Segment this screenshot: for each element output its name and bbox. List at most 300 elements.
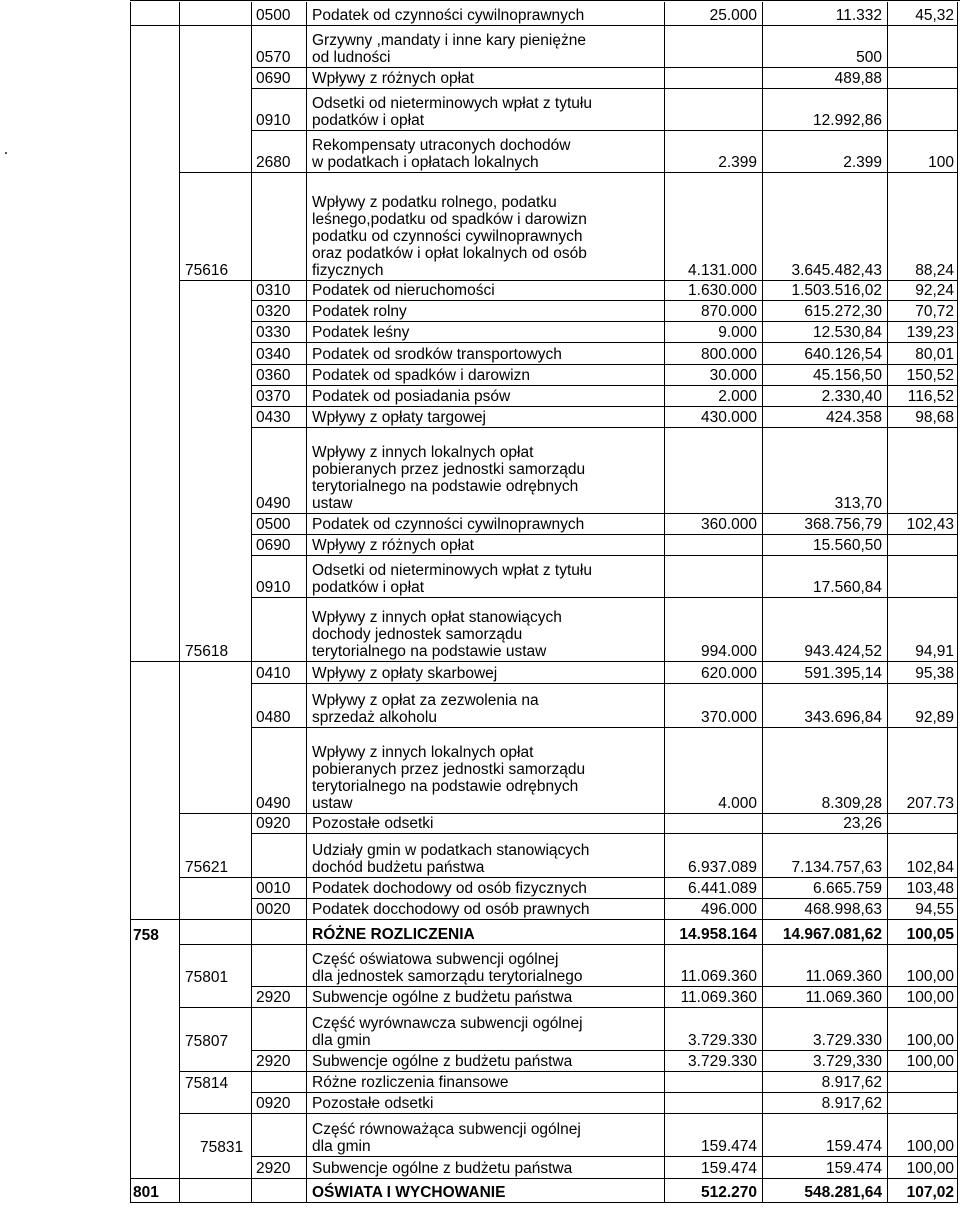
rozdzial-cell-text: 75814 (185, 1075, 229, 1092)
description-cell (307, 899, 665, 920)
paragraf-cell-text: 0410 (256, 665, 291, 682)
paragraf-cell-text: 0320 (256, 303, 291, 320)
plan-cell (665, 1093, 763, 1114)
rozdzial-cell-text: 75807 (185, 1033, 229, 1050)
description-cell-text: OŚWIATA I WYCHOWANIE (312, 1184, 506, 1201)
table-row (0, 365, 960, 386)
wykonanie-cell-text: 468.998,63 (804, 901, 882, 918)
plan-cell-text: 3.729.330 (688, 1032, 757, 1049)
plan-cell (665, 386, 763, 407)
description-cell-text: RÓŻNE ROZLICZENIA (312, 926, 475, 943)
paragraf-cell-text: 0690 (256, 537, 291, 554)
percent-cell-text: 100,05 (906, 926, 954, 943)
rozdzial-cell-text: 75618 (185, 643, 229, 660)
description-cell-text: Wpływy z opłaty targowej (312, 409, 487, 426)
rozdzial-cell (180, 1114, 252, 1157)
rozdzial-cell (180, 598, 252, 662)
plan-cell-text: 370.000 (700, 709, 757, 726)
plan-cell-text: 25.000 (709, 7, 757, 24)
wykonanie-cell (763, 878, 888, 899)
description-cell (307, 301, 665, 322)
description-cell (307, 1072, 665, 1093)
percent-cell (888, 428, 958, 514)
percent-cell (888, 598, 958, 662)
description-cell (307, 834, 665, 878)
table-top-border (130, 0, 960, 1)
rozdzial-cell (180, 920, 252, 945)
dzial-cell (130, 728, 180, 814)
paragraf-cell (252, 173, 307, 281)
plan-cell-text: 496.000 (700, 901, 757, 918)
plan-cell-text: 870.000 (700, 303, 757, 320)
plan-cell (665, 365, 763, 386)
wykonanie-cell (763, 89, 888, 131)
percent-cell (888, 173, 958, 281)
wykonanie-cell-text: 3.729,330 (813, 1053, 882, 1070)
percent-cell-text: 92,89 (915, 709, 954, 726)
dzial-cell (130, 1093, 180, 1114)
plan-cell-text: 30.000 (709, 367, 757, 384)
dzial-cell (130, 535, 180, 556)
dzial-cell (130, 407, 180, 428)
table-row (0, 514, 960, 535)
wykonanie-cell-text: 7.134.757,63 (791, 859, 882, 876)
description-cell-text: Pozostałe odsetki (312, 1095, 434, 1112)
wykonanie-cell (763, 514, 888, 535)
table-row (0, 945, 960, 987)
dzial-cell (130, 1157, 180, 1179)
dzial-cell (130, 68, 180, 89)
description-cell-text: Subwencje ogólne z budżetu państwa (312, 1160, 573, 1177)
wykonanie-cell (763, 1051, 888, 1072)
paragraf-cell (252, 814, 307, 834)
description-cell (307, 281, 665, 301)
paragraf-cell-text: 0910 (256, 112, 291, 129)
plan-cell-text: 14.958.164 (679, 926, 757, 943)
paragraf-cell (252, 26, 307, 68)
rozdzial-cell (180, 1157, 252, 1179)
percent-cell-text: 88,24 (915, 262, 954, 279)
percent-cell-text: 100,00 (906, 968, 954, 985)
dzial-cell (130, 1051, 180, 1072)
wykonanie-cell (763, 1157, 888, 1179)
table-row (0, 89, 960, 131)
percent-cell-text: 102,43 (906, 516, 954, 533)
wykonanie-cell (763, 535, 888, 556)
rozdzial-cell (180, 322, 252, 343)
plan-cell-text: 2.000 (718, 388, 757, 405)
description-cell-text: Część wyrównawcza subwencji ogólnej dla gmin (312, 1015, 583, 1049)
rozdzial-cell (180, 1051, 252, 1072)
wykonanie-cell-text: 343.696,84 (804, 709, 882, 726)
table-row (0, 301, 960, 322)
percent-cell-text: 100,00 (906, 1138, 954, 1155)
percent-cell-text: 100,00 (906, 1160, 954, 1177)
description-cell (307, 1008, 665, 1051)
plan-cell-text: 3.729.330 (688, 1053, 757, 1070)
percent-cell (888, 556, 958, 598)
rozdzial-cell (180, 662, 252, 684)
description-cell (307, 514, 665, 535)
percent-cell (888, 407, 958, 428)
percent-cell (888, 684, 958, 728)
paragraf-cell-text: 2920 (256, 1053, 291, 1070)
wykonanie-cell-text: 8.917,62 (821, 1095, 882, 1112)
wykonanie-cell-text: 15.560,50 (813, 537, 882, 554)
percent-cell (888, 899, 958, 920)
percent-cell (888, 1093, 958, 1114)
dzial-cell (130, 26, 180, 68)
percent-cell-text: 150,52 (906, 367, 954, 384)
table-row (0, 535, 960, 556)
dzial-cell (130, 281, 180, 301)
wykonanie-cell (763, 131, 888, 173)
table-row (0, 428, 960, 514)
table-row (0, 1093, 960, 1114)
description-cell-text: Podatek od spadków i darowizn (312, 367, 530, 384)
paragraf-cell (252, 834, 307, 878)
wykonanie-cell (763, 1179, 888, 1203)
percent-cell-text: 103,48 (906, 880, 954, 897)
wykonanie-cell-text: 3.645.482,43 (791, 262, 882, 279)
wykonanie-cell (763, 556, 888, 598)
description-cell (307, 1179, 665, 1203)
paragraf-cell-text: 0490 (256, 795, 291, 812)
plan-cell-text: 430.000 (700, 409, 757, 426)
plan-cell (665, 728, 763, 814)
rozdzial-cell (180, 173, 252, 281)
description-cell-text: Rekompensaty utraconych dochodów w podatkach i opłatach lokalnych (312, 137, 571, 171)
description-cell-text: Podatek od czynności cywilnoprawnych (312, 7, 585, 24)
percent-cell-text: 80,01 (915, 346, 954, 363)
dzial-cell (130, 1114, 180, 1157)
rozdzial-cell (180, 514, 252, 535)
percent-cell (888, 68, 958, 89)
description-cell-text: Wpływy z różnych opłat (312, 537, 474, 554)
description-cell (307, 89, 665, 131)
plan-cell (665, 407, 763, 428)
table-row (0, 1157, 960, 1179)
description-cell-text: Podatek docchodowy od osób prawnych (312, 901, 590, 918)
rozdzial-cell (180, 1179, 252, 1203)
description-cell-text: Wpływy z innych lokalnych opłat pobieranych przez jednostki samorządu terytorialnego na podstawie odrębnych ustaw (312, 444, 586, 512)
wykonanie-cell-text: 8.309,28 (821, 795, 882, 812)
paragraf-cell (252, 2, 307, 26)
table-row (0, 814, 960, 834)
wykonanie-cell (763, 1008, 888, 1051)
table-row (0, 386, 960, 407)
percent-cell (888, 1157, 958, 1179)
percent-cell (888, 662, 958, 684)
paragraf-cell-text: 0500 (256, 7, 291, 24)
table-row (0, 987, 960, 1008)
plan-cell-text: 6.937.089 (688, 859, 757, 876)
description-cell-text: Pozostałe odsetki (312, 815, 434, 832)
plan-cell-text: 4.000 (718, 795, 757, 812)
dzial-cell (130, 899, 180, 920)
plan-cell (665, 834, 763, 878)
percent-cell (888, 514, 958, 535)
percent-cell (888, 945, 958, 987)
paragraf-cell (252, 1179, 307, 1203)
table-row (0, 920, 960, 945)
plan-cell (665, 343, 763, 365)
paragraf-cell (252, 1093, 307, 1114)
table-row (0, 1051, 960, 1072)
description-cell (307, 173, 665, 281)
plan-cell (665, 301, 763, 322)
plan-cell-text: 159.474 (700, 1160, 757, 1177)
paragraf-cell (252, 1072, 307, 1093)
percent-cell-text: 100,00 (906, 989, 954, 1006)
dzial-cell (130, 514, 180, 535)
rozdzial-cell (180, 281, 252, 301)
dzial-cell (130, 598, 180, 662)
paragraf-cell (252, 920, 307, 945)
percent-cell (888, 343, 958, 365)
rozdzial-cell (180, 728, 252, 814)
plan-cell (665, 556, 763, 598)
rozdzial-cell (180, 1008, 252, 1051)
wykonanie-cell (763, 386, 888, 407)
wykonanie-cell-text: 1.503.516,02 (791, 282, 882, 299)
description-cell (307, 428, 665, 514)
plan-cell (665, 2, 763, 26)
wykonanie-cell (763, 428, 888, 514)
paragraf-cell (252, 343, 307, 365)
rozdzial-cell (180, 301, 252, 322)
wykonanie-cell (763, 407, 888, 428)
table-row (0, 1072, 960, 1093)
rozdzial-cell (180, 1072, 252, 1093)
wykonanie-cell-text: 23,26 (843, 815, 882, 832)
rozdzial-cell (180, 814, 252, 834)
paragraf-cell (252, 878, 307, 899)
paragraf-cell-text: 0490 (256, 495, 291, 512)
paragraf-cell-text: 0430 (256, 409, 291, 426)
paragraf-cell (252, 322, 307, 343)
dzial-cell (130, 1008, 180, 1051)
description-cell-text: Wpływy z opłat za zezwolenia na sprzedaż alkoholu (312, 692, 539, 726)
paragraf-cell-text: 0480 (256, 709, 291, 726)
description-cell (307, 987, 665, 1008)
dzial-cell (130, 834, 180, 878)
rozdzial-cell-text: 75801 (185, 969, 229, 986)
description-cell-text: Grzywny ,mandaty i inne kary pieniężne od ludności (312, 32, 586, 66)
plan-cell (665, 68, 763, 89)
percent-cell-text: 102,84 (906, 859, 954, 876)
description-cell-text: Podatek dochodowy od osób fizycznych (312, 880, 587, 897)
table-row (0, 1114, 960, 1157)
plan-cell-text: 159.474 (700, 1138, 757, 1155)
table-row (0, 598, 960, 662)
plan-cell (665, 945, 763, 987)
rozdzial-cell (180, 535, 252, 556)
table-row (0, 556, 960, 598)
description-cell (307, 2, 665, 26)
table-row (0, 834, 960, 878)
plan-cell (665, 1051, 763, 1072)
description-cell-text: Subwencje ogólne z budżetu państwa (312, 1053, 573, 1070)
wykonanie-cell (763, 322, 888, 343)
rozdzial-cell (180, 899, 252, 920)
description-cell (307, 131, 665, 173)
rozdzial-cell (180, 945, 252, 987)
description-cell-text: Różne rozliczenia finansowe (312, 1074, 509, 1091)
plan-cell (665, 89, 763, 131)
rozdzial-cell (180, 343, 252, 365)
paragraf-cell-text: 0690 (256, 70, 291, 87)
wykonanie-cell (763, 598, 888, 662)
plan-cell (665, 514, 763, 535)
plan-cell-text: 994.000 (700, 643, 757, 660)
percent-cell (888, 987, 958, 1008)
description-cell (307, 556, 665, 598)
paragraf-cell (252, 1008, 307, 1051)
wykonanie-cell (763, 834, 888, 878)
table-row (0, 2, 960, 26)
percent-cell-text: 98,68 (915, 409, 954, 426)
description-cell (307, 814, 665, 834)
paragraf-cell (252, 1051, 307, 1072)
description-cell-text: Wpływy z podatku rolnego, podatku leśnego,podatku od spadków i darowizn podatku od czynności cywilnoprawnych oraz podatków i opłat lokalnych od osób fizycznych (312, 194, 587, 279)
table-row (0, 26, 960, 68)
paragraf-cell (252, 556, 307, 598)
description-cell (307, 322, 665, 343)
wykonanie-cell (763, 343, 888, 365)
paragraf-cell (252, 1114, 307, 1157)
wykonanie-cell-text: 548.281,64 (804, 1184, 882, 1201)
percent-cell-text: 45,32 (915, 7, 954, 24)
description-cell-text: Odsetki od nieterminowych wpłat z tytułu podatków i opłat (312, 562, 592, 596)
dzial-cell-text: 801 (133, 1184, 159, 1201)
description-cell (307, 68, 665, 89)
paragraf-cell-text: 0010 (256, 880, 291, 897)
description-cell-text: Odsetki od nieterminowych wpłat z tytułu podatków i opłat (312, 95, 592, 129)
rozdzial-cell-text: 75831 (200, 1139, 244, 1156)
description-cell-text: Podatek leśny (312, 324, 410, 341)
dzial-cell (130, 301, 180, 322)
description-cell (307, 407, 665, 428)
wykonanie-cell (763, 1114, 888, 1157)
description-cell-text: Podatek od czynności cywilnoprawnych (312, 516, 585, 533)
wykonanie-cell-text: 12.992,86 (813, 112, 882, 129)
paragraf-cell-text: 0570 (256, 49, 291, 66)
paragraf-cell-text: 0500 (256, 516, 291, 533)
plan-cell (665, 281, 763, 301)
percent-cell (888, 834, 958, 878)
rozdzial-cell (180, 386, 252, 407)
wykonanie-cell (763, 684, 888, 728)
dzial-cell (130, 684, 180, 728)
percent-cell (888, 386, 958, 407)
plan-cell-text: 512.270 (700, 1184, 757, 1201)
paragraf-cell-text: 0340 (256, 346, 291, 363)
plan-cell-text: 360.000 (700, 516, 757, 533)
wykonanie-cell (763, 945, 888, 987)
paragraf-cell-text: 2920 (256, 1160, 291, 1177)
paragraf-cell (252, 365, 307, 386)
table-row (0, 684, 960, 728)
percent-cell-text: 94,91 (915, 643, 954, 660)
wykonanie-cell (763, 728, 888, 814)
dzial-cell (130, 1179, 180, 1203)
table-row (0, 343, 960, 365)
description-cell (307, 535, 665, 556)
paragraf-cell (252, 407, 307, 428)
wykonanie-cell-text: 591.395,14 (804, 665, 882, 682)
paragraf-cell-text: 0020 (256, 901, 291, 918)
paragraf-cell (252, 131, 307, 173)
dzial-cell (130, 662, 180, 684)
description-cell (307, 26, 665, 68)
dzial-cell (130, 365, 180, 386)
description-cell-text: Wpływy z opłaty skarbowej (312, 665, 498, 682)
percent-cell (888, 920, 958, 945)
paragraf-cell-text: 0360 (256, 367, 291, 384)
paragraf-cell (252, 535, 307, 556)
paragraf-cell (252, 386, 307, 407)
paragraf-cell (252, 89, 307, 131)
dzial-cell (130, 556, 180, 598)
dzial-cell (130, 386, 180, 407)
rozdzial-cell (180, 365, 252, 386)
percent-cell (888, 26, 958, 68)
description-cell (307, 920, 665, 945)
wykonanie-cell-text: 3.729.330 (813, 1032, 882, 1049)
dzial-cell (130, 920, 180, 945)
table-row (0, 728, 960, 814)
paragraf-cell-text: 0330 (256, 324, 291, 341)
plan-cell-text: 9.000 (718, 324, 757, 341)
dzial-cell (130, 987, 180, 1008)
dzial-cell (130, 814, 180, 834)
description-cell (307, 728, 665, 814)
percent-cell-text: 100,00 (906, 1053, 954, 1070)
plan-cell (665, 535, 763, 556)
rozdzial-cell (180, 684, 252, 728)
rozdzial-cell (180, 428, 252, 514)
description-cell (307, 1051, 665, 1072)
plan-cell (665, 322, 763, 343)
percent-cell (888, 1008, 958, 1051)
paragraf-cell (252, 514, 307, 535)
dzial-cell (130, 173, 180, 281)
percent-cell (888, 131, 958, 173)
percent-cell (888, 365, 958, 386)
percent-cell-text: 207.73 (906, 795, 954, 812)
wykonanie-cell (763, 2, 888, 26)
plan-cell-text: 6.441.089 (688, 880, 757, 897)
description-cell-text: Część równoważąca subwencji ogólnej dla gmin (312, 1121, 581, 1155)
wykonanie-cell-text: 489,88 (834, 70, 882, 87)
percent-cell-text: 92,24 (915, 282, 954, 299)
wykonanie-cell-text: 615.272,30 (804, 303, 882, 320)
wykonanie-cell (763, 899, 888, 920)
wykonanie-cell-text: 17.560,84 (813, 579, 882, 596)
wykonanie-cell-text: 368.756,79 (804, 516, 882, 533)
wykonanie-cell-text: 2.399 (843, 154, 882, 171)
dzial-cell (130, 1072, 180, 1093)
description-cell (307, 1093, 665, 1114)
plan-cell-text: 4.131.000 (688, 262, 757, 279)
percent-cell (888, 1072, 958, 1093)
table-row (0, 899, 960, 920)
wykonanie-cell (763, 1072, 888, 1093)
plan-cell (665, 428, 763, 514)
paragraf-cell (252, 899, 307, 920)
rozdzial-cell (180, 89, 252, 131)
